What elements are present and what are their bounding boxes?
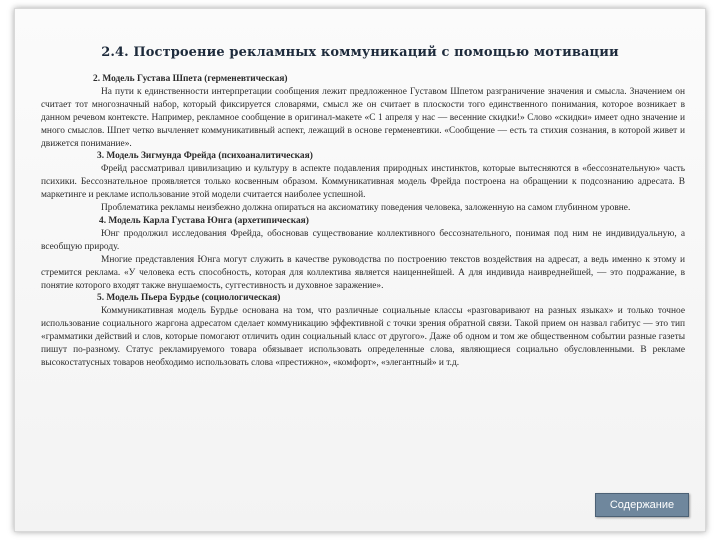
section-heading-jung: 4. Модель Карла Густава Юнга (архетипическая) — [99, 215, 309, 226]
paragraph-freud-1: Фрейд рассматривал цивилизацию и культуру в аспекте подавления природных инстинктов, которые вытесняются в «бессознательную» часть психики. Бессознательное проявляется только косвенным образом. Коммуникативная модель Фрейда построена на обращении к подсознанию адресата. В маркетинге и рекламе использование этой модели считается наиболее успешной. — [41, 164, 685, 201]
slide — [14, 8, 706, 532]
slide-title: 2.4. Построение рекламных коммуникаций с помощью мотивации — [101, 45, 619, 60]
paragraph-freud-2: Проблематика рекламы неизбежно должна опираться на аксиоматику поведения человека, заложенную на самом глубинном уровне. — [101, 203, 631, 214]
paragraph-shpet: На пути к единственности интерпретации сообщения лежит предложенное Густавом Шпетом разграничение значения и смысла. Значением он считает тот многозначный набор, который фиксируется словарями, смысл же он считает в плоскости того единственного понимания, которое возникает в данном речевом контексте. Например, рекламное сообщение в оригинал-макете «С 1 апреля у нас — весенние скидки!» Слово «скидки» имеет одно значение и много смыслов. Шпет четко вычленяет коммуникативный аспект, лежащий в основе герменевтики. «Сообщение — есть та стихия сознания, в которой живет и движется понимание». — [41, 86, 685, 149]
contents-button[interactable]: Содержание — [595, 493, 689, 517]
paragraph-jung-1: Юнг продолжил исследования Фрейда, обосновав существование коллективного бессознательного, понимая под ним не индивидуальную, а всеобщую природу. — [41, 228, 685, 252]
section-heading-bourdieu: 5. Модель Пьера Бурдье (социологическая) — [97, 293, 281, 304]
section-heading-freud: 3. Модель Зигмунда Фрейда (психоаналитическая) — [97, 151, 313, 162]
paragraph-jung-2: Многие представления Юнга могут служить в качестве руководства по построению текстов воздействия на адресат, а ведь именно к этому и стремится реклама. «У человека есть способность, которая для коллектива является наиценнейшей. А для индивида наивреднейшей, — это подражание, в понятие которого входят также внушаемость, суггестивность и духовное заражение». — [41, 254, 685, 291]
paragraph-bourdieu: Коммуникативная модель Бурдье основана на том, что различные социальные классы «разговаривают на разных языках» и только точное использование социального жаргона адресатом сделает коммуникацию эффективной с точки зрения обратной связи. Такой прием он назвал габитус — это тип «грамматики действий и слов, которые помогают отличить один социальный класс от другого». Даже об одном и том же общественном событии разные газеты пишут по-разному. Статус рекламируемого товара обязывает использовать определенные слова, являющиеся социально обусловленными. В рекламе высокостатусных товаров необходимо использовать слова «престижно», «комфорт», «элегантный» и т.д. — [41, 306, 685, 368]
slide-body — [41, 73, 685, 370]
section-heading-shpet: 2. Модель Густава Шпета (герменевтическая) — [93, 74, 288, 84]
